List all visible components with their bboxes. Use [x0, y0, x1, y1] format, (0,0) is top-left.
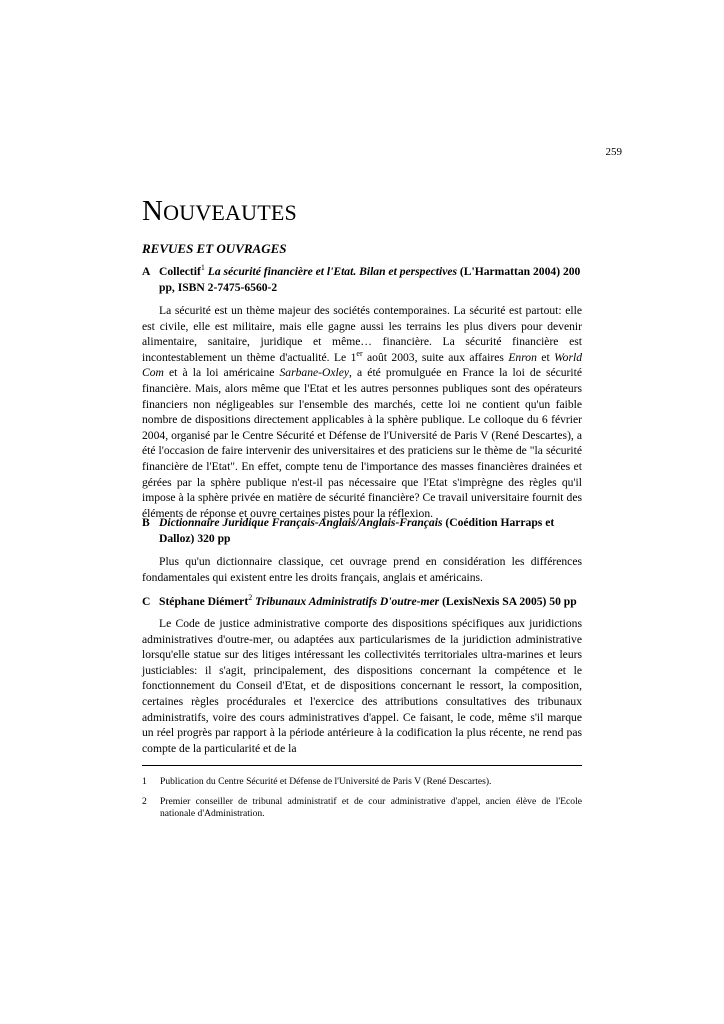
paragraph-text: et [536, 350, 555, 364]
footnote-divider [142, 765, 582, 766]
entry-a-body [142, 303, 582, 521]
entry-publisher: (Coédition Harraps et Dalloz) 320 pp [159, 516, 555, 545]
entry-b-heading [142, 515, 582, 547]
footnote-ref: 1 [200, 263, 205, 272]
footnote-ref: 2 [248, 593, 253, 602]
entry-b-body [142, 554, 582, 585]
entry-c-body [142, 616, 582, 756]
section-heading: REVUES ET OUVRAGES [142, 241, 287, 256]
paragraph-text: août 2003, suite aux affaires [362, 350, 509, 364]
italic-term: World Com [142, 350, 583, 380]
entry-author: Stéphane Diémert [159, 595, 249, 608]
paragraph-text: , a été promulguée en France la loi de sécurité financière. Mais, alors même que l'Etat et les autres personnes publiques sont des opérateurs financiers non négligeables sur l'ensemble des marchés, cette loi ne contient qu'un faible nombre de dispositions directement applicables à la sphère publique. Le colloque du 6 février 2004, organisé par le Centre Sécurité et Défense de l'Université de Paris V (René Descartes), a été l'occasion de faire intervenir des universitaires et des praticiens sur le thème de "la sécurité financière de l'Etat". En effet, compte tenu de l'importance des masses financières drainées et gérées par la sphère publique n'est-il pas nécessaire que l'Etat s'imprègne des règles qu'il impose à la sphère privée en matière de sécurité financière? Ce travail universitaire fournit des éléments de réponse et ouvre certaines pistes pour la réflexion. [142, 366, 582, 520]
title-rest: OUVEAUTES [163, 200, 297, 225]
title-initial: N [142, 195, 164, 227]
entry-paragraph: Plus qu'un dictionnaire classique, cet ouvrage prend en considération les différences fondamentales qui existent entre les droits français, anglais et américains. [142, 555, 582, 584]
footnote-1 [142, 776, 582, 788]
footnote-text: Premier conseiller de tribunal administratif et de cour administrative d'appel, ancien élève de l'Ecole nationale d'Administration. [160, 796, 582, 820]
footnote-2 [142, 796, 582, 821]
italic-term: Sarbane-Oxley [279, 366, 350, 380]
entry-letter: C [142, 595, 151, 608]
entry-c-heading [142, 594, 582, 610]
page-title [142, 195, 297, 228]
footnote-number: 1 [142, 776, 147, 787]
entry-work-title: La sécurité financière et l'Etat. Bilan et perspectives [207, 265, 457, 278]
italic-term: Enron [508, 350, 537, 364]
entry-a-heading [142, 264, 582, 296]
paragraph-text: et à la loi américaine [163, 366, 280, 380]
paragraph-text: La sécurité est un thème majeur des sociétés contemporaines. La sécurité est partout: elle est civile, elle est militaire, mais elle gagne aussi les terrains les plus divers pour devenir alimentaire, sanitaire, juridique et même… financière. La sécurité financière est incontestablement un thème d'actualité. Le 1 [142, 304, 582, 364]
entry-author: Collectif [159, 265, 201, 278]
entry-work-title: Dictionnaire Juridique Français-Anglais/Anglais-Français [159, 516, 443, 529]
entry-letter: B [142, 516, 150, 529]
footnote-text: Publication du Centre Sécurité et Défense de l'Université de Paris V (René Descartes). [160, 776, 492, 787]
entry-publisher: (LexisNexis SA 2005) 50 pp [442, 595, 577, 608]
entry-publisher: (L'Harmattan 2004) 200 pp, ISBN 2-7475-6560-2 [159, 265, 581, 294]
entry-work-title: Tribunaux Administratifs D'outre-mer [255, 595, 440, 608]
entry-letter: A [142, 265, 151, 278]
page-number: 259 [605, 146, 622, 158]
entry-paragraph: Le Code de justice administrative comporte des dispositions spécifiques aux juridictions administratives d'outre-mer, ou adaptées aux particularismes de la juridiction administrative lorsqu'elle statue sur des litiges intéressant les collectivités territoriales ultra-marines et leurs justiciables: il s'agit, principalement, des dispositions concernant la compétence et le fonctionnement du Conseil d'Etat, et de dispositions concernant le ressort, la composition, certaines règles procédurales et l'exercice des attributions consultatives des tribunaux administratifs, voire des cours administratives d'appel. Ce faisant, le code, même s'il marque un réel progrès par rapport à la période antérieure à la codification la plus récente, ne rend pas compte de la particularité et de la [142, 617, 582, 755]
entry-paragraph [142, 303, 582, 521]
superscript: er [356, 348, 363, 358]
footnote-number: 2 [142, 796, 147, 807]
